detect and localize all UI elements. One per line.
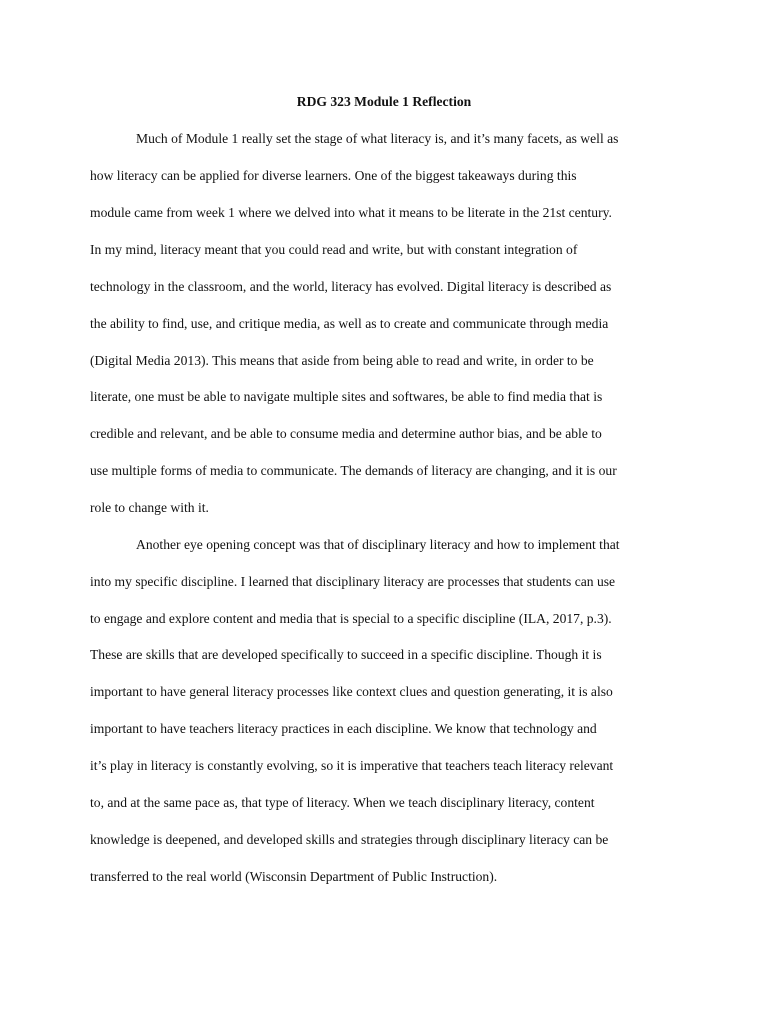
- paragraph-line: knowledge is deepened, and developed skills and strategies through disciplinary literacy can be: [90, 832, 609, 847]
- paragraph-line: important to have teachers literacy practices in each discipline. We know that technology and: [90, 721, 597, 736]
- paragraph-line: These are skills that are developed specifically to succeed in a specific discipline. Though it is: [90, 647, 602, 662]
- paragraph-line: module came from week 1 where we delved into what it means to be literate in the 21st century.: [90, 205, 612, 220]
- paragraph-line: use multiple forms of media to communicate. The demands of literacy are changing, and it is our: [90, 463, 617, 478]
- document-title: RDG 323 Module 1 Reflection: [296, 94, 472, 109]
- paragraph-line: into my specific discipline. I learned that disciplinary literacy are processes that students can use: [90, 574, 616, 589]
- paragraph-line: to engage and explore content and media that is special to a specific discipline (ILA, 2017, p.3).: [90, 611, 612, 626]
- paragraph-line: transferred to the real world (Wisconsin Department of Public Instruction).: [90, 869, 498, 884]
- paragraph-line: it’s play in literacy is constantly evolving, so it is imperative that teachers teach literacy relevant: [90, 758, 614, 773]
- paragraph-line: important to have general literacy processes like context clues and question generating, it is also: [90, 684, 613, 699]
- paragraph-line: In my mind, literacy meant that you could read and write, but with constant integration of: [90, 242, 578, 257]
- paragraph-line: technology in the classroom, and the world, literacy has evolved. Digital literacy is described as: [90, 279, 612, 294]
- paragraph-line: role to change with it.: [90, 500, 209, 515]
- paragraph-line: credible and relevant, and be able to consume media and determine author bias, and be able to: [90, 426, 602, 441]
- paragraph-line: how literacy can be applied for diverse learners. One of the biggest takeaways during this: [90, 168, 577, 183]
- paragraph-line: Another eye opening concept was that of disciplinary literacy and how to implement that: [136, 537, 620, 552]
- paragraph-line: literate, one must be able to navigate multiple sites and softwares, be able to find media that is: [90, 389, 603, 404]
- paragraph-line: Much of Module 1 really set the stage of what literacy is, and it’s many facets, as well as: [136, 131, 619, 146]
- paragraph-line: (Digital Media 2013). This means that aside from being able to read and write, in order to be: [90, 353, 594, 368]
- paragraph-line: to, and at the same pace as, that type of literacy. When we teach disciplinary literacy, content: [90, 795, 595, 810]
- paragraph-line: the ability to find, use, and critique media, as well as to create and communicate through media: [90, 316, 609, 331]
